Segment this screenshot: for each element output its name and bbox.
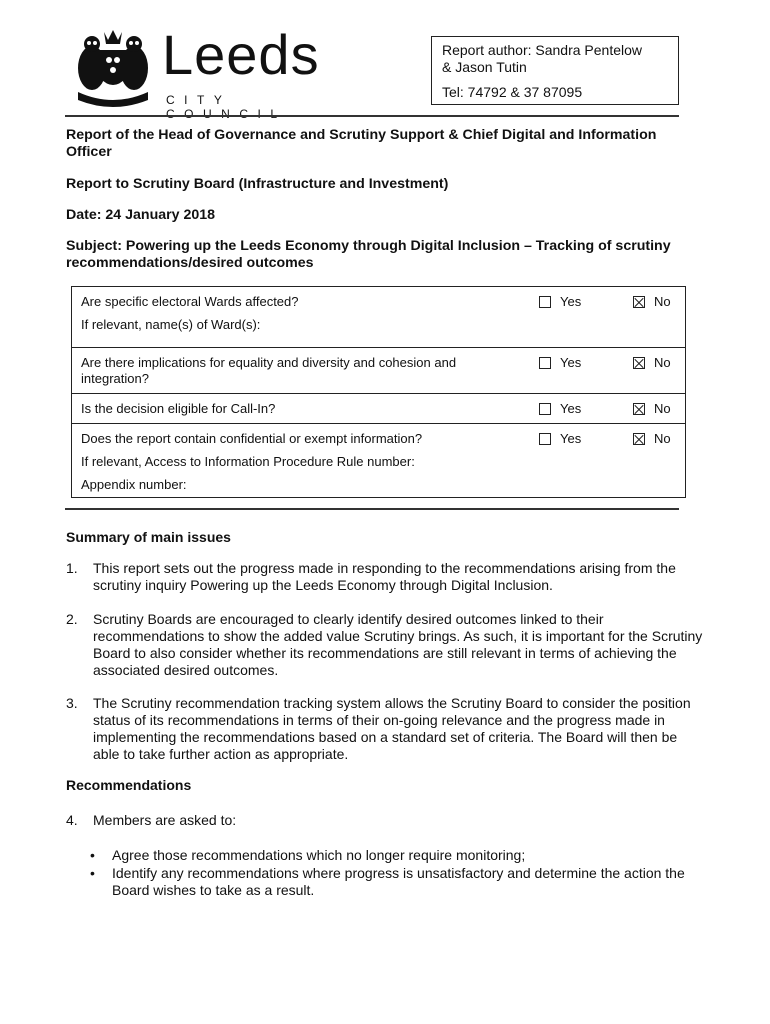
decision-checklist-table (71, 286, 686, 498)
bullet-text: Agree those recommendations which no longer require monitoring; (112, 847, 526, 863)
checklist-row-wards (72, 287, 685, 347)
item-number: 4. (66, 812, 78, 828)
logo-subtitle: CITY COUNCIL (166, 93, 287, 121)
logo-wordmark: Leeds (162, 23, 320, 86)
checklist-note: If relevant, Access to Information Procedure Rule number: (81, 454, 415, 469)
leeds-city-council-logo (70, 23, 360, 121)
yes-label: Yes (560, 294, 582, 309)
checkbox-empty-icon[interactable] (539, 433, 551, 445)
checkbox-checked-icon[interactable] (633, 296, 645, 308)
no-option[interactable] (633, 355, 671, 371)
checklist-question: Are specific electoral Wards affected? (81, 294, 299, 309)
summary-item (66, 560, 706, 594)
checklist-row-equality (72, 347, 685, 393)
section-rule (65, 508, 679, 510)
no-label: No (654, 401, 671, 416)
report-to: Report to Scrutiny Board (Infrastructure and Investment) (66, 176, 449, 192)
yes-option[interactable] (539, 401, 581, 417)
yes-label: Yes (560, 355, 582, 370)
summary-item (66, 695, 706, 763)
checkbox-empty-icon[interactable] (539, 357, 551, 369)
yes-label: Yes (560, 401, 582, 416)
item-number: 3. (66, 695, 78, 711)
summary-item (66, 611, 706, 679)
report-of: Report of the Head of Governance and Scrutiny Support & Chief Digital and Information Officer (66, 127, 657, 160)
header-rule (65, 115, 679, 117)
checklist-note-appendix: Appendix number: (81, 477, 187, 492)
checklist-row-call-in (72, 393, 685, 423)
yes-option[interactable] (539, 355, 581, 371)
item-text: Members are asked to: (93, 812, 237, 828)
author-box (431, 36, 679, 105)
subject: Subject: Powering up the Leeds Economy through Digital Inclusion – Tracking of scrutiny recommendations/desired outcomes (66, 238, 671, 271)
summary-title: Summary of main issues (66, 529, 231, 545)
no-label: No (654, 431, 671, 446)
telephone: Tel: 74792 & 37 87095 (442, 84, 583, 100)
bullet-text: Identify any recommendations where progress is unsatisfactory and determine the action the Board wishes to take as a result. (112, 865, 685, 898)
author-line: Report author: Sandra Pentelow (442, 42, 643, 58)
bullet-icon: • (90, 847, 95, 863)
no-option[interactable] (633, 294, 671, 310)
checklist-note: If relevant, name(s) of Ward(s): (81, 317, 261, 332)
checklist-question: Is the decision eligible for Call-In? (81, 401, 276, 416)
no-option[interactable] (633, 401, 671, 417)
bullet-item (90, 847, 690, 864)
item-text: The Scrutiny recommendation tracking system allows the Scrutiny Board to consider the position status of its recommendations in terms of their on-going relevance and the progress made in implementing the recommendations based on a standard set of criteria. The Board will then be able to take further action as appropriate. (93, 695, 691, 762)
yes-option[interactable] (539, 431, 581, 447)
item-text: This report sets out the progress made in responding to the recommendations arising from the scrutiny inquiry Powering up the Leeds Economy through Digital Inclusion. (93, 560, 676, 593)
author-line-2: & Jason Tutin (442, 59, 527, 75)
checklist-row-confidential (72, 423, 685, 498)
checklist-question: Does the report contain confidential or exempt information? (81, 431, 423, 446)
checklist-question: Are there implications for equality and diversity and cohesion and integration? (81, 355, 457, 386)
item-number: 2. (66, 611, 78, 627)
yes-label: Yes (560, 431, 582, 446)
checkbox-checked-icon[interactable] (633, 403, 645, 415)
item-number: 1. (66, 560, 78, 576)
item-text: Scrutiny Boards are encouraged to clearly identify desired outcomes linked to their recommendations to show the added value Scrutiny brings. As such, it is important for the Scrutiny Board to also consider whether its recommendations are still relevant in terms of achieving the associated desired outcomes. (93, 611, 703, 678)
recommendations-title: Recommendations (66, 777, 192, 793)
report-date: Date: 24 January 2018 (66, 207, 216, 223)
no-option[interactable] (633, 431, 671, 447)
bullet-icon: • (90, 865, 95, 881)
checkbox-checked-icon[interactable] (633, 433, 645, 445)
yes-option[interactable] (539, 294, 581, 310)
no-label: No (654, 355, 671, 370)
bullet-item (90, 865, 690, 899)
recommendation-item (66, 812, 706, 829)
checkbox-checked-icon[interactable] (633, 357, 645, 369)
no-label: No (654, 294, 671, 309)
checkbox-empty-icon[interactable] (539, 296, 551, 308)
checkbox-empty-icon[interactable] (539, 403, 551, 415)
